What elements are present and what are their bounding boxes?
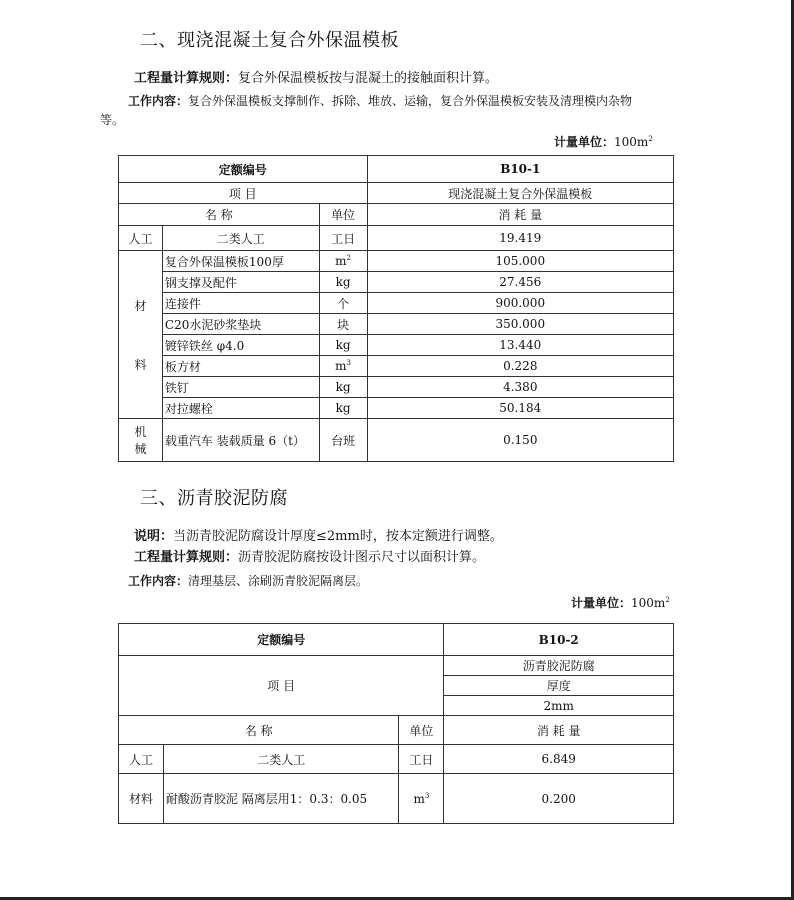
col-qty-header: 消 耗 量 xyxy=(367,204,673,226)
section2-unit-sup: 2 xyxy=(648,135,653,143)
material-qty: 0.200 xyxy=(444,774,674,824)
labor-unit: 工日 xyxy=(399,745,444,774)
section3-rule-text: 沥青胶泥防腐按设计图示尺寸以面积计算。 xyxy=(238,550,486,565)
section2-rule-text: 复合外保温模板按与混凝土的接触面积计算。 xyxy=(238,71,499,86)
material-name: 铁钉 xyxy=(162,377,319,398)
code-value: B10-1 xyxy=(367,156,673,183)
material-qty: 105.000 xyxy=(367,251,673,272)
quota-table-b10-1 xyxy=(118,155,674,462)
material-category: 材料 xyxy=(119,774,164,824)
section3-note-label: 说明： xyxy=(134,529,174,544)
quota-table-b10-2 xyxy=(118,623,674,824)
labor-category: 人工 xyxy=(119,745,164,774)
material-name: 镀锌铁丝 φ4.0 xyxy=(162,335,319,356)
code-label: 定额编号 xyxy=(119,156,368,183)
material-category xyxy=(119,251,163,419)
machine-name: 载重汽车 装载质量 6（t） xyxy=(162,419,319,462)
material-name: 对拉螺栓 xyxy=(162,398,319,419)
col-unit-header: 单位 xyxy=(399,716,444,745)
section3-rule xyxy=(134,549,485,567)
item-value-1: 沥青胶泥防腐 xyxy=(444,656,674,676)
section3-unit-value: 100m xyxy=(631,596,666,610)
col-name-header: 名 称 xyxy=(119,716,399,745)
section3-work xyxy=(128,572,368,590)
material-qty: 27.456 xyxy=(367,272,673,293)
machine-unit: 台班 xyxy=(319,419,367,462)
labor-name: 二类人工 xyxy=(163,745,399,774)
machine-qty: 0.150 xyxy=(367,419,673,462)
material-unit: 个 xyxy=(319,293,367,314)
item-value: 现浇混凝土复合外保温模板 xyxy=(367,183,673,204)
material-qty: 4.380 xyxy=(367,377,673,398)
material-name: C20水泥砂浆垫块 xyxy=(162,314,319,335)
section3-unit-label: 计量单位： xyxy=(571,596,632,610)
code-label: 定额编号 xyxy=(119,624,444,656)
section3-note-text: 当沥青胶泥防腐设计厚度≤2mm时，按本定额进行调整。 xyxy=(173,529,503,544)
labor-qty: 19.419 xyxy=(367,226,673,251)
machine-category: 机 械 xyxy=(119,419,163,462)
material-unit: kg xyxy=(319,398,367,419)
section3-work-label: 工作内容： xyxy=(128,574,189,588)
section2-work-line2: 等。 xyxy=(100,113,125,127)
section3-title: 三、沥青胶泥防腐 xyxy=(140,488,288,509)
material-qty: 13.440 xyxy=(367,335,673,356)
col-qty-header: 消 耗 量 xyxy=(444,716,674,745)
material-unit: $m^3$ xyxy=(319,356,367,377)
material-unit: $m^3$ xyxy=(399,774,444,824)
material-name: 钢支撑及配件 xyxy=(162,272,319,293)
material-unit: kg xyxy=(319,377,367,398)
labor-unit: 工日 xyxy=(319,226,367,251)
section3-unit xyxy=(571,594,670,611)
material-qty: 50.184 xyxy=(367,398,673,419)
material-qty: 0.228 xyxy=(367,356,673,377)
section3-unit-sup: 2 xyxy=(665,596,670,604)
labor-category: 人工 xyxy=(119,226,163,251)
material-unit: kg xyxy=(319,335,367,356)
material-name: 板方材 xyxy=(162,356,319,377)
section3-note xyxy=(134,528,503,546)
section2-work-label: 工作内容： xyxy=(128,94,189,108)
section2-work xyxy=(128,92,728,110)
material-category-char-2: 料 xyxy=(134,357,147,372)
section3-rule-label: 工程量计算规则： xyxy=(134,550,239,565)
material-unit: $m^2$ xyxy=(319,251,367,272)
material-name: 连接件 xyxy=(162,293,319,314)
material-qty: 350.000 xyxy=(367,314,673,335)
material-name: 耐酸沥青胶泥 隔离层用1：0.3：0.05 xyxy=(163,774,399,824)
material-qty: 900.000 xyxy=(367,293,673,314)
section2-work-text: 复合外保温模板支撑制作、拆除、堆放、运输，复合外保温模板安装及清理模内杂物 xyxy=(188,94,633,108)
item-label: 项 目 xyxy=(119,656,444,716)
material-category-char-1: 材 xyxy=(134,298,147,313)
col-unit-header: 单位 xyxy=(319,204,367,226)
item-value-2: 厚度 xyxy=(444,676,674,696)
section3-work-text: 清理基层、涂刷沥青胶泥隔离层。 xyxy=(188,574,369,588)
labor-name: 二类人工 xyxy=(162,226,319,251)
section2-unit-value: 100m xyxy=(614,135,649,149)
code-value: B10-2 xyxy=(444,624,674,656)
material-unit: kg xyxy=(319,272,367,293)
material-unit: 块 xyxy=(319,314,367,335)
labor-qty: 6.849 xyxy=(444,745,674,774)
section2-unit-label: 计量单位： xyxy=(554,135,615,149)
section2-unit xyxy=(554,133,653,150)
section2-title: 二、现浇混凝土复合外保温模板 xyxy=(140,30,399,51)
col-name-header: 名 称 xyxy=(119,204,320,226)
section2-rule xyxy=(134,70,498,88)
section2-rule-label: 工程量计算规则： xyxy=(134,71,239,86)
item-label: 项 目 xyxy=(119,183,368,204)
item-value-3: 2mm xyxy=(444,696,674,716)
material-name: 复合外保温模板100厚 xyxy=(162,251,319,272)
